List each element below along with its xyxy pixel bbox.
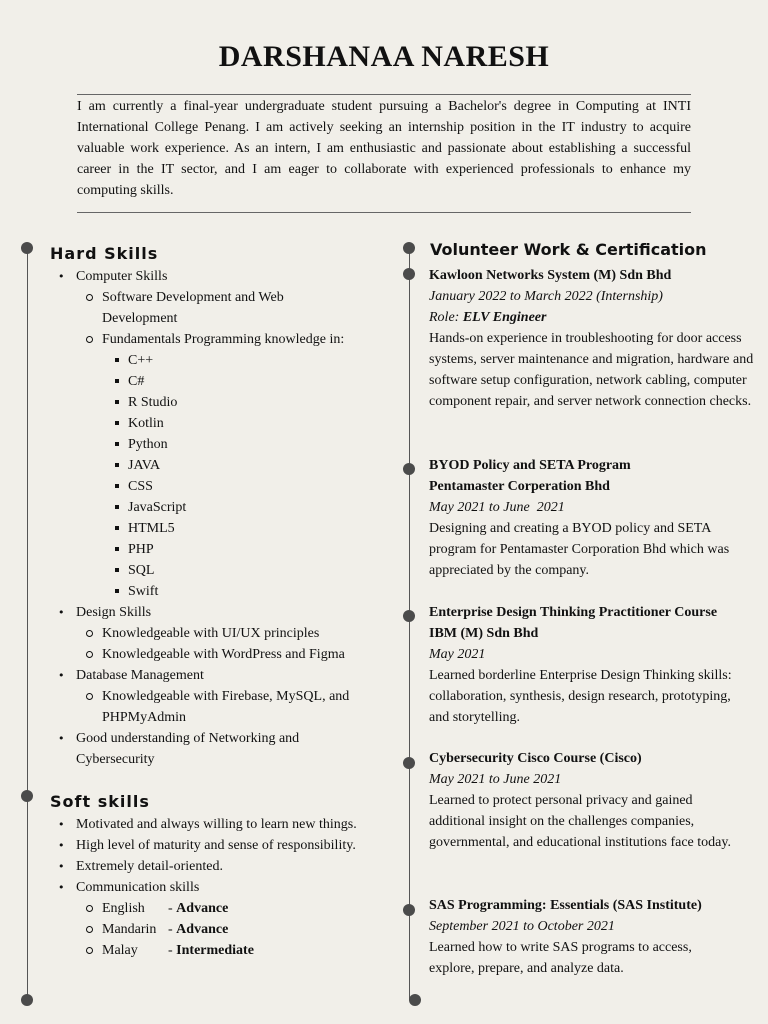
language-item: JAVA [50,455,390,476]
language-name: Malay [102,943,138,958]
language-item: Swift [50,581,390,602]
entry-role [429,307,759,328]
volunteer-entry-4 [429,748,759,853]
entry-description: Learned borderline Enterprise Design Thinking skills: collaboration, synthesis, design research, prototyping, and storytelling. [429,668,732,725]
language-name: English [102,901,145,916]
language-level: Advance [176,901,229,916]
language-item: Python [50,434,390,455]
timeline-dot-right-end [409,994,421,1006]
language-name: Mandarin [102,922,157,937]
timeline-dot-entry-3 [403,610,415,622]
volunteer-entry-2 [429,455,759,581]
language-proficiency: Mandarin - Advance [50,919,400,940]
language-level: Advance [176,922,229,937]
timeline-dot-entry-5 [403,904,415,916]
language-item: HTML5 [50,518,390,539]
list-item: • Motivated and always willing to learn new things. [50,814,400,835]
summary-paragraph: I am currently a final-year undergraduate student pursuing a Bachelor's degree in Computing at INTI International College Penang. I am actively seeking an internship position in the IT industry to acquire valuable work experience. As an intern, I am enthusiastic and passionate about establishing a successful career in the IT sector, and I am eager to collaborate with experienced professionals to enhance my computing skills. [77,99,691,198]
language-item: C++ [50,350,390,371]
list-item: Knowledgeable with Firebase, MySQL, and PHPMyAdmin [50,686,402,728]
entry-description: Learned to protect personal privacy and gained additional insight on the challenges companies, governmental, and educational institutions face today. [429,793,731,850]
volunteer-entry-5 [429,895,759,979]
entry-date: January 2022 to March 2022 (Internship) [429,289,663,304]
language-item: PHP [50,539,390,560]
language-item: Kotlin [50,413,390,434]
language-proficiency: English - Advance [50,898,400,919]
language-item: CSS [50,476,390,497]
volunteer-heading: Volunteer Work & Certification [430,240,707,259]
timeline-dot-entry-2 [403,463,415,475]
timeline-dot-volunteer [403,242,415,254]
entry-org: IBM (M) Sdn Bhd [429,626,539,641]
entry-date: September 2021 to October 2021 [429,919,615,934]
hard-skills-list [50,266,390,770]
soft-skills-heading: Soft skills [50,792,150,811]
entry-date: May 2021 to June 2021 [429,500,565,515]
language-level: Intermediate [176,943,254,958]
timeline-dot-end [21,994,33,1006]
list-item: • High level of maturity and sense of responsibility. [50,835,400,856]
bottom-divider [77,212,691,213]
volunteer-entry-3 [429,602,759,728]
entry-org: Pentamaster Corperation Bhd [429,479,610,494]
entry-title: Cybersecurity Cisco Course (Cisco) [429,751,642,766]
entry-title: SAS Programming: Essentials (SAS Institute) [429,898,702,913]
list-item: Knowledgeable with UI/UX principles [50,623,390,644]
list-item: Knowledgeable with WordPress and Figma [50,644,390,665]
language-item: C# [50,371,390,392]
list-item: • Computer Skills [50,266,390,287]
timeline-dot-hard-skills [21,242,33,254]
list-item: Fundamentals Programming knowledge in: [50,329,390,350]
entry-description: Learned how to write SAS programs to access, explore, prepare, and analyze data. [429,940,692,976]
entry-title: Enterprise Design Thinking Practitioner Course [429,605,718,620]
language-item: R Studio [50,392,390,413]
left-timeline-line [27,248,28,1000]
resume-name: DARSHANAA NARESH [218,40,550,73]
language-item: SQL [50,560,390,581]
entry-date: May 2021 to June 2021 [429,772,562,787]
soft-skills-list [50,814,400,961]
top-divider [77,94,691,95]
list-item: Software Development and Web Development [50,287,332,329]
list-item: • Extremely detail-oriented. [50,856,400,877]
list-item: • Good understanding of Networking and Cybersecurity [50,728,346,770]
list-item: • Communication skills [50,877,400,898]
volunteer-entry-1 [429,265,759,412]
timeline-dot-entry-1 [403,268,415,280]
hard-skills-heading: Hard Skills [50,244,159,263]
entry-title: BYOD Policy and SETA Program [429,458,631,473]
entry-description: Hands-on experience in troubleshooting for door access systems, server maintenance and migration, hardware and software setup configuration, network cabling, computer component repair, and server network connection checks. [429,331,754,409]
role-label: Role: [429,310,463,325]
entry-date: May 2021 [429,647,486,662]
list-item: • Design Skills [50,602,390,623]
timeline-dot-entry-4 [403,757,415,769]
language-proficiency: Malay - Intermediate [50,940,400,961]
role-value: ELV Engineer [462,310,547,325]
entry-description: Designing and creating a BYOD policy and SETA program for Pentamaster Corporation Bhd which was appreciated by the company. [429,521,730,578]
entry-title: Kawloon Networks System (M) Sdn Bhd [429,268,672,283]
language-item: JavaScript [50,497,390,518]
timeline-dot-soft-skills [21,790,33,802]
list-item: • Database Management [50,665,390,686]
right-timeline-line [409,248,410,1000]
